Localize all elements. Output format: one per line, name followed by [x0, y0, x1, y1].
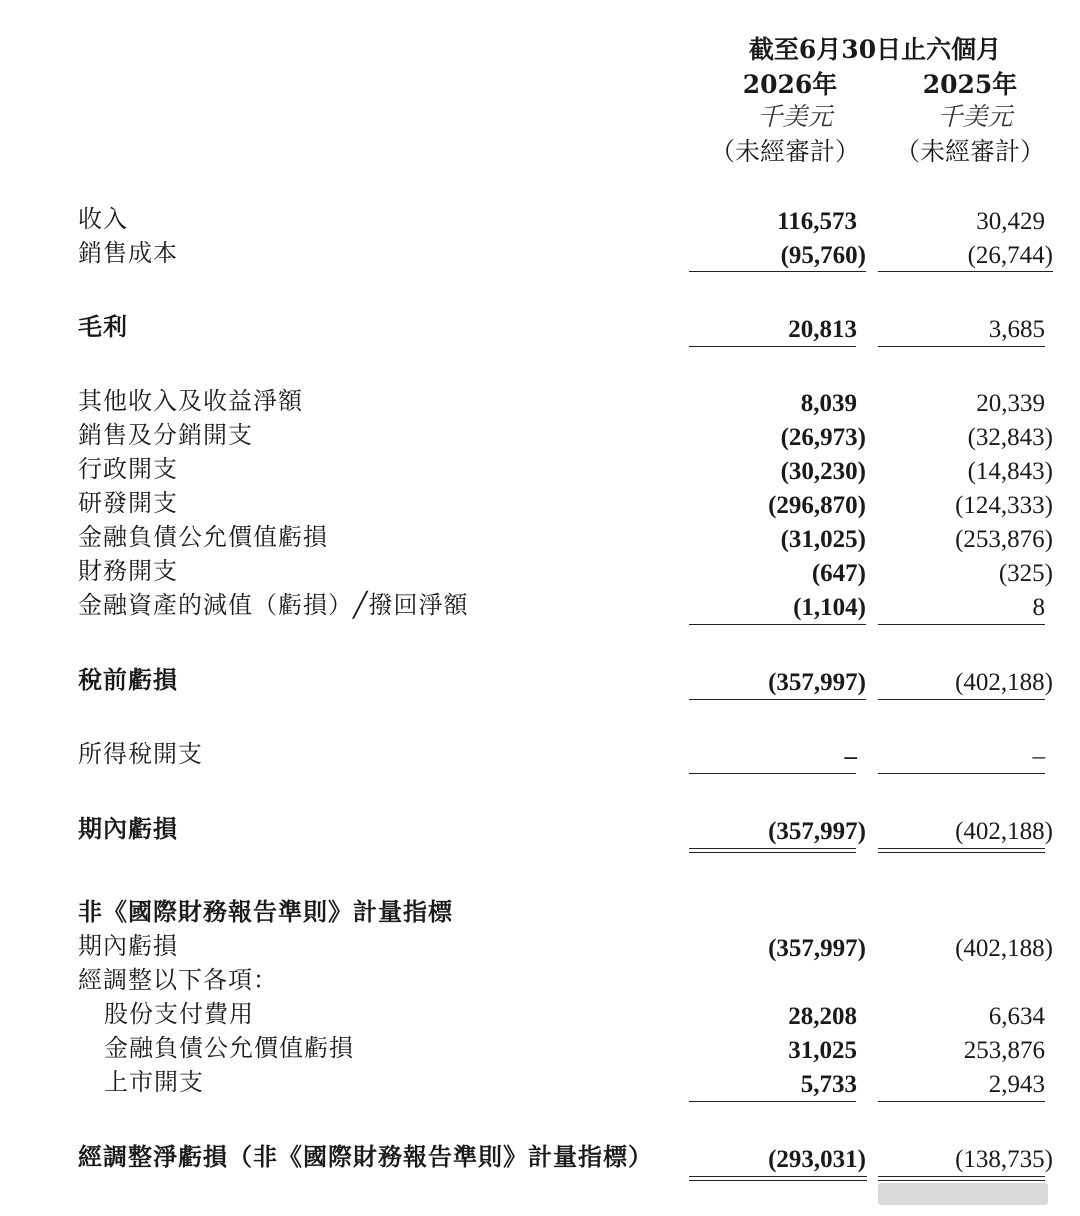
- value-2025-other-income: 20,339: [976, 390, 1045, 417]
- row-label-gross-profit: 毛利: [78, 312, 128, 341]
- watermark-bar: [878, 1183, 1048, 1205]
- value-2025-admin-expenses: (14,843): [967, 458, 1053, 485]
- value-2025-cost-of-sales: (26,744): [967, 242, 1053, 269]
- row-label-income-tax: 所得稅開支: [78, 740, 203, 768]
- value-2026-selling-expenses: (26,973): [780, 424, 866, 451]
- value-2026-admin-expenses: (30,230): [780, 458, 866, 485]
- row-label-non-ifrs-fv-loss: 金融負債公允價值虧損: [104, 1034, 354, 1062]
- value-2026-impairment: (1,104): [793, 594, 866, 621]
- double-rule-loss-for-period-2026: [689, 848, 856, 849]
- rule-cost-of-sales-2025: [878, 271, 1053, 272]
- value-2026-fv-loss: (31,025): [780, 526, 866, 553]
- value-2025-rd-expenses: (124,333): [955, 492, 1053, 519]
- value-2026-loss-for-period: (357,997): [768, 818, 866, 845]
- year-2025: 2025年: [922, 70, 1018, 99]
- rule-listing-expenses-2025: [878, 1101, 1045, 1102]
- value-2025-impairment: 8: [1032, 594, 1045, 621]
- year-2026: 2026年: [742, 70, 838, 99]
- value-2026-cost-of-sales: (95,760): [780, 242, 866, 269]
- value-2026-adjusted-net-loss: (293,031): [768, 1146, 866, 1173]
- row-label-selling-expenses: 銷售及分銷開支: [78, 421, 253, 449]
- row-label-admin-expenses: 行政開支: [78, 455, 178, 483]
- value-2025-finance-costs: (325): [998, 560, 1053, 587]
- unit-2026: 千美元: [757, 102, 833, 131]
- value-2025-loss-for-period: (402,188): [955, 818, 1053, 845]
- rule-gross-profit-2025: [878, 346, 1045, 347]
- row-label-loss-before-tax: 稅前虧損: [78, 665, 178, 694]
- value-2026-share-based-payment: 28,208: [788, 1003, 857, 1030]
- value-2025-non-ifrs-loss: (402,188): [955, 935, 1053, 962]
- unit-2025: 千美元: [937, 102, 1013, 131]
- value-2026-other-income: 8,039: [800, 390, 857, 417]
- audit-2026: （未經審計）: [709, 137, 860, 166]
- row-label-adjusted-for: 經調整以下各項：: [78, 966, 278, 994]
- value-2025-share-based-payment: 6,634: [988, 1003, 1045, 1030]
- value-2025-adjusted-net-loss: (138,735): [955, 1146, 1053, 1173]
- double-rule-adjusted-net-loss-2025: [878, 1176, 1045, 1177]
- rule-loss-before-tax-2025: [878, 699, 1045, 700]
- value-2026-finance-costs: (647): [811, 560, 866, 587]
- row-label-rd-expenses: 研發開支: [78, 489, 178, 517]
- row-label-adjusted-net-loss: 經調整淨虧損（非《國際財務報告準則》計量指標）: [78, 1142, 653, 1171]
- double-rule-adjusted-net-loss-2026: [689, 1176, 867, 1177]
- value-2026-gross-profit: 20,813: [788, 316, 857, 343]
- rule-income-tax-2025: [878, 773, 1045, 774]
- row-label-revenue: 收入: [78, 205, 128, 233]
- row-label-share-based-payment: 股份支付費用: [104, 1000, 254, 1028]
- value-2025-listing-expenses: 2,943: [988, 1071, 1045, 1098]
- rule-cost-of-sales-2026: [689, 271, 866, 272]
- value-2025-loss-before-tax: (402,188): [955, 669, 1053, 696]
- value-2026-non-ifrs-fv-loss: 31,025: [788, 1037, 857, 1064]
- row-label-fv-loss: 金融負債公允價值虧損: [78, 523, 328, 551]
- value-2025-non-ifrs-fv-loss: 253,876: [963, 1037, 1045, 1064]
- value-2025-fv-loss: (253,876): [955, 526, 1053, 553]
- row-label-impairment: 金融資產的減值（虧損）╱撥回淨額: [78, 591, 469, 619]
- row-label-non-ifrs-loss: 期內虧損: [78, 932, 178, 960]
- value-2026-income-tax: –: [844, 743, 857, 770]
- value-2025-revenue: 30,429: [976, 208, 1045, 235]
- value-2025-income-tax: –: [1032, 743, 1045, 770]
- audit-2025: （未經審計）: [894, 137, 1045, 166]
- value-2026-rd-expenses: (296,870): [768, 492, 866, 519]
- row-label-loss-for-period: 期內虧損: [78, 814, 178, 843]
- value-2026-listing-expenses: 5,733: [800, 1071, 857, 1098]
- row-label-listing-expenses: 上市開支: [104, 1068, 204, 1096]
- value-2025-selling-expenses: (32,843): [967, 424, 1053, 451]
- row-label-finance-costs: 財務開支: [78, 557, 178, 585]
- value-2026-non-ifrs-loss: (357,997): [768, 935, 866, 962]
- value-2026-revenue: 116,573: [777, 208, 857, 235]
- rule-listing-expenses-2026: [689, 1101, 856, 1102]
- section-title-non-ifrs: 非《國際財務報告準則》計量指標: [78, 897, 453, 926]
- rule-gross-profit-2026: [689, 346, 856, 347]
- row-label-other-income: 其他收入及收益淨額: [78, 387, 303, 415]
- row-label-cost-of-sales: 銷售成本: [78, 239, 178, 267]
- rule-loss-before-tax-2026: [689, 699, 866, 700]
- period-header: 截至6月30日止六個月: [748, 35, 1002, 64]
- value-2026-loss-before-tax: (357,997): [768, 669, 866, 696]
- double-rule-loss-for-period-2025: [878, 848, 1045, 849]
- rule-impairment-2025: [878, 624, 1045, 625]
- value-2025-gross-profit: 3,685: [988, 316, 1045, 343]
- rule-impairment-2026: [689, 624, 866, 625]
- rule-income-tax-2026: [689, 773, 856, 774]
